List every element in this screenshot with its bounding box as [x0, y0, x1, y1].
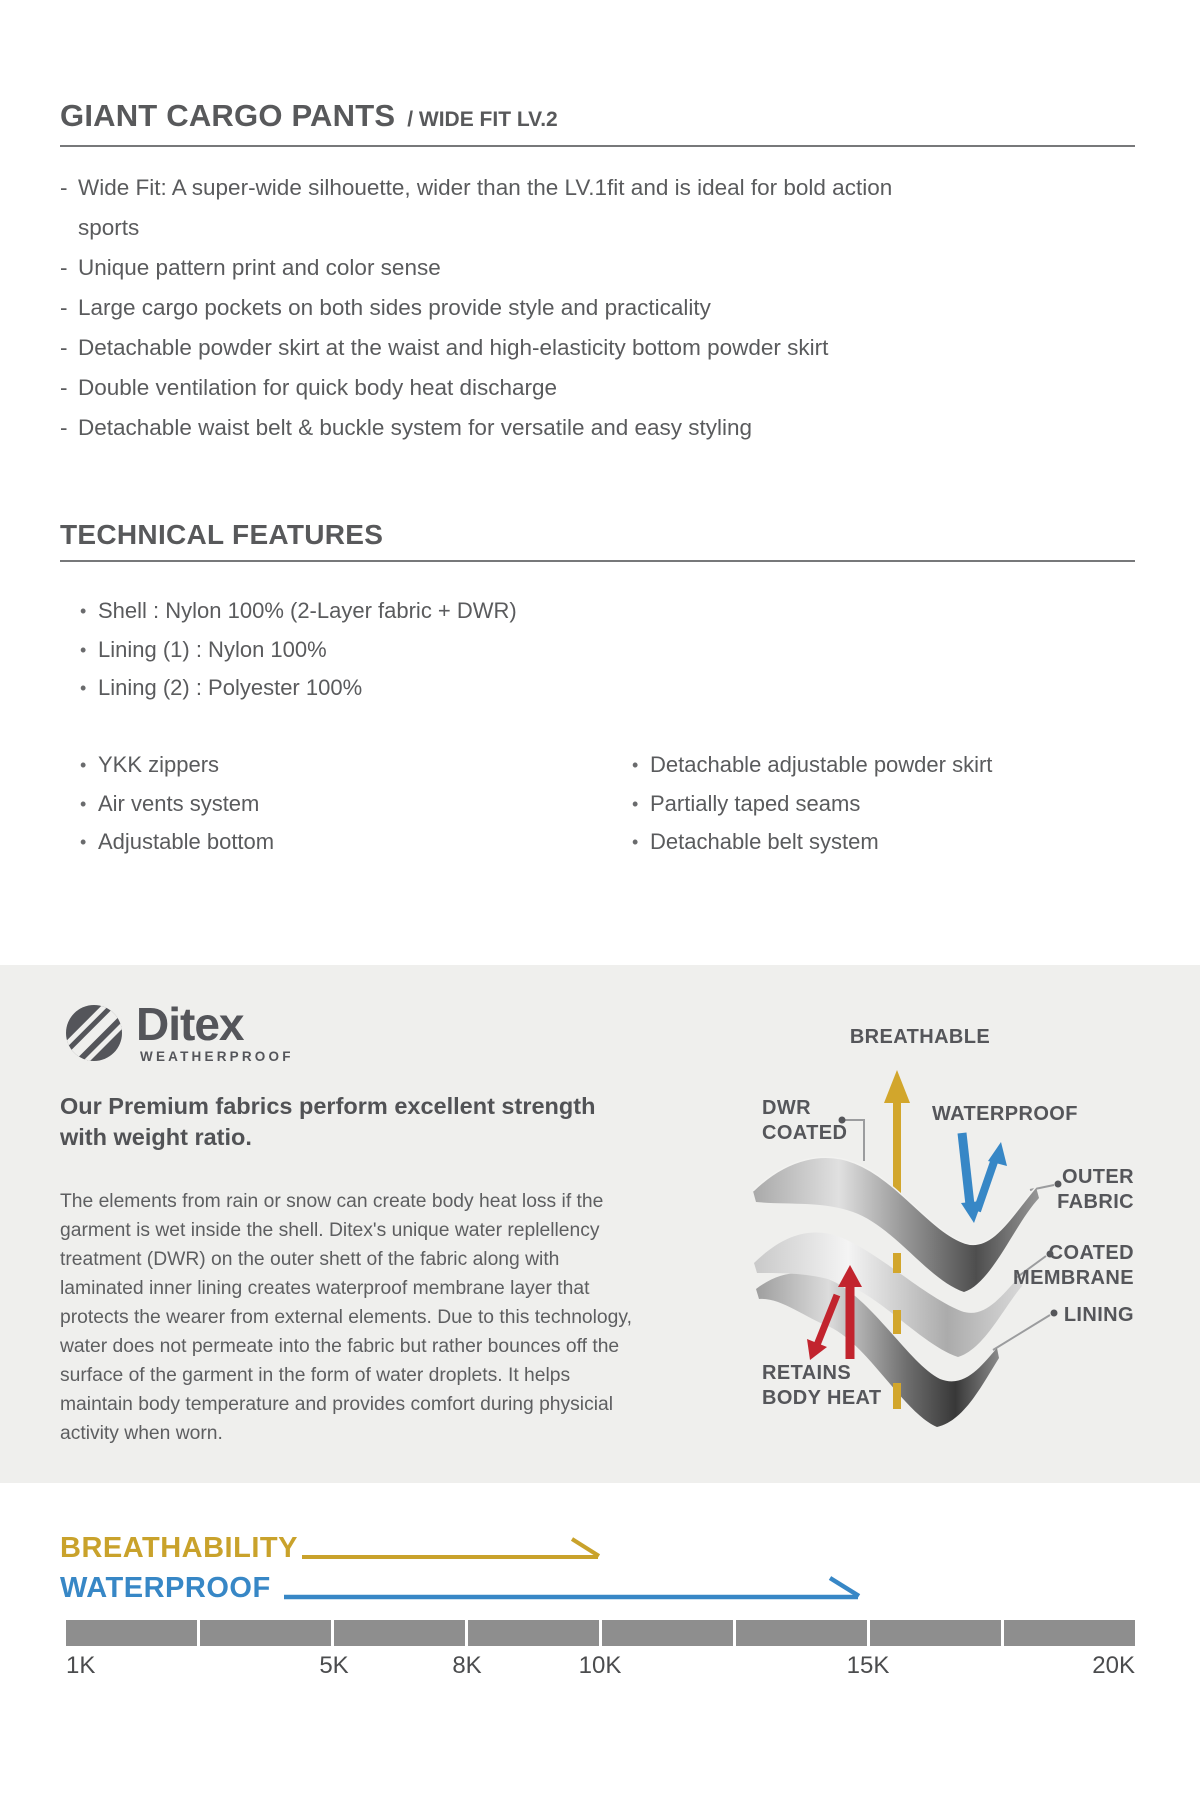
product-overview-list: [60, 168, 905, 448]
scale-tick: 10K: [578, 1652, 622, 1679]
scale-segment: [200, 1620, 331, 1646]
section-title: TECHNICAL FEATURES: [60, 519, 384, 550]
list-item: • YKK zippers: [80, 746, 560, 785]
product-header: [60, 98, 1135, 147]
list-item: - Wide Fit: A super-wide silhouette, wider than the LV.1fit and is ideal for bold action sports: [60, 168, 905, 248]
scale-segment: [736, 1620, 867, 1646]
materials-list: [80, 592, 780, 708]
label-coated-membrane: COATED MEMBRANE: [1013, 1242, 1134, 1289]
list-item: - Double ventilation for quick body heat discharge: [60, 368, 905, 408]
breathability-label: BREATHABILITY: [60, 1532, 298, 1564]
label-dwr-coated: DWR COATED: [762, 1097, 848, 1144]
ditex-panel: [0, 965, 1200, 1483]
scale-segment: [468, 1620, 599, 1646]
scale-segment: [602, 1620, 733, 1646]
label-waterproof: WATERPROOF: [932, 1103, 1078, 1125]
product-subtitle: / WIDE FIT LV.2: [407, 108, 558, 131]
list-item: • Detachable belt system: [632, 823, 1152, 862]
list-item: • Lining (1) : Nylon 100%: [80, 631, 780, 670]
waterproof-label: WATERPROOF: [60, 1572, 271, 1604]
label-retains-body-heat: RETAINS BODY HEAT: [762, 1362, 882, 1409]
technical-features-header: [60, 519, 1135, 562]
scale-tick: 1K: [66, 1652, 96, 1679]
scale-segment: [66, 1620, 197, 1646]
brand-tagline: WEATHERPROOF: [140, 1049, 294, 1064]
scale-segment: [870, 1620, 1001, 1646]
product-title: GIANT CARGO PANTS: [60, 98, 396, 133]
rating-scale-bar: [66, 1620, 1135, 1646]
label-breathable: BREATHABLE: [849, 1026, 991, 1048]
label-outer-fabric: OUTER FABRIC: [1057, 1166, 1134, 1213]
list-item: - Detachable powder skirt at the waist and high-elasticity bottom powder skirt: [60, 328, 905, 368]
fabric-layers-diagram: [640, 965, 1200, 1483]
scale-tick: 8K: [452, 1652, 482, 1679]
ditex-logo: [66, 998, 386, 1093]
list-item: • Air vents system: [80, 785, 560, 824]
list-item: • Lining (2) : Polyester 100%: [80, 669, 780, 708]
list-item: - Detachable waist belt & buckle system for versatile and easy styling: [60, 408, 905, 448]
label-lining: LINING: [1063, 1304, 1134, 1326]
brand-name: Ditex: [136, 998, 244, 1050]
list-item: • Detachable adjustable powder skirt: [632, 746, 1152, 785]
list-item: - Unique pattern print and color sense: [60, 248, 905, 288]
features-column-right: [632, 746, 1152, 862]
scale-segment: [334, 1620, 465, 1646]
scale-tick: 20K: [1092, 1652, 1135, 1679]
fabric-lead-text: Our Premium fabrics perform excellent strength with weight ratio.: [60, 1093, 596, 1150]
list-item: • Partially taped seams: [632, 785, 1152, 824]
features-column-left: [80, 746, 560, 862]
waterproof-arrows: [961, 1133, 1007, 1223]
list-item: • Shell : Nylon 100% (2-Layer fabric + DWR): [80, 592, 780, 631]
fabric-body-text: The elements from rain or snow can create body heat loss if the garment is wet inside the shell. Ditex's unique water replellency treatment (DWR) on the outer shett of the fabric along with laminated inner lining creates waterproof membrane layer that protects the wearer from external elements. Due to this technology, water does not permeate into the fabric but rather bounces off the surface of the garment in the form of water droplets. It helps maintain body temperature and provides comfort during physicial activity when worn.: [60, 1191, 632, 1444]
list-item: - Large cargo pockets on both sides provide style and practicality: [60, 288, 905, 328]
ditex-logo-icon: [66, 1005, 122, 1061]
scale-segment: [1004, 1620, 1135, 1646]
list-item: • Adjustable bottom: [80, 823, 560, 862]
performance-arrow-lines: [0, 1520, 1200, 1615]
scale-tick: 15K: [846, 1652, 890, 1679]
scale-tick: 5K: [319, 1652, 349, 1679]
